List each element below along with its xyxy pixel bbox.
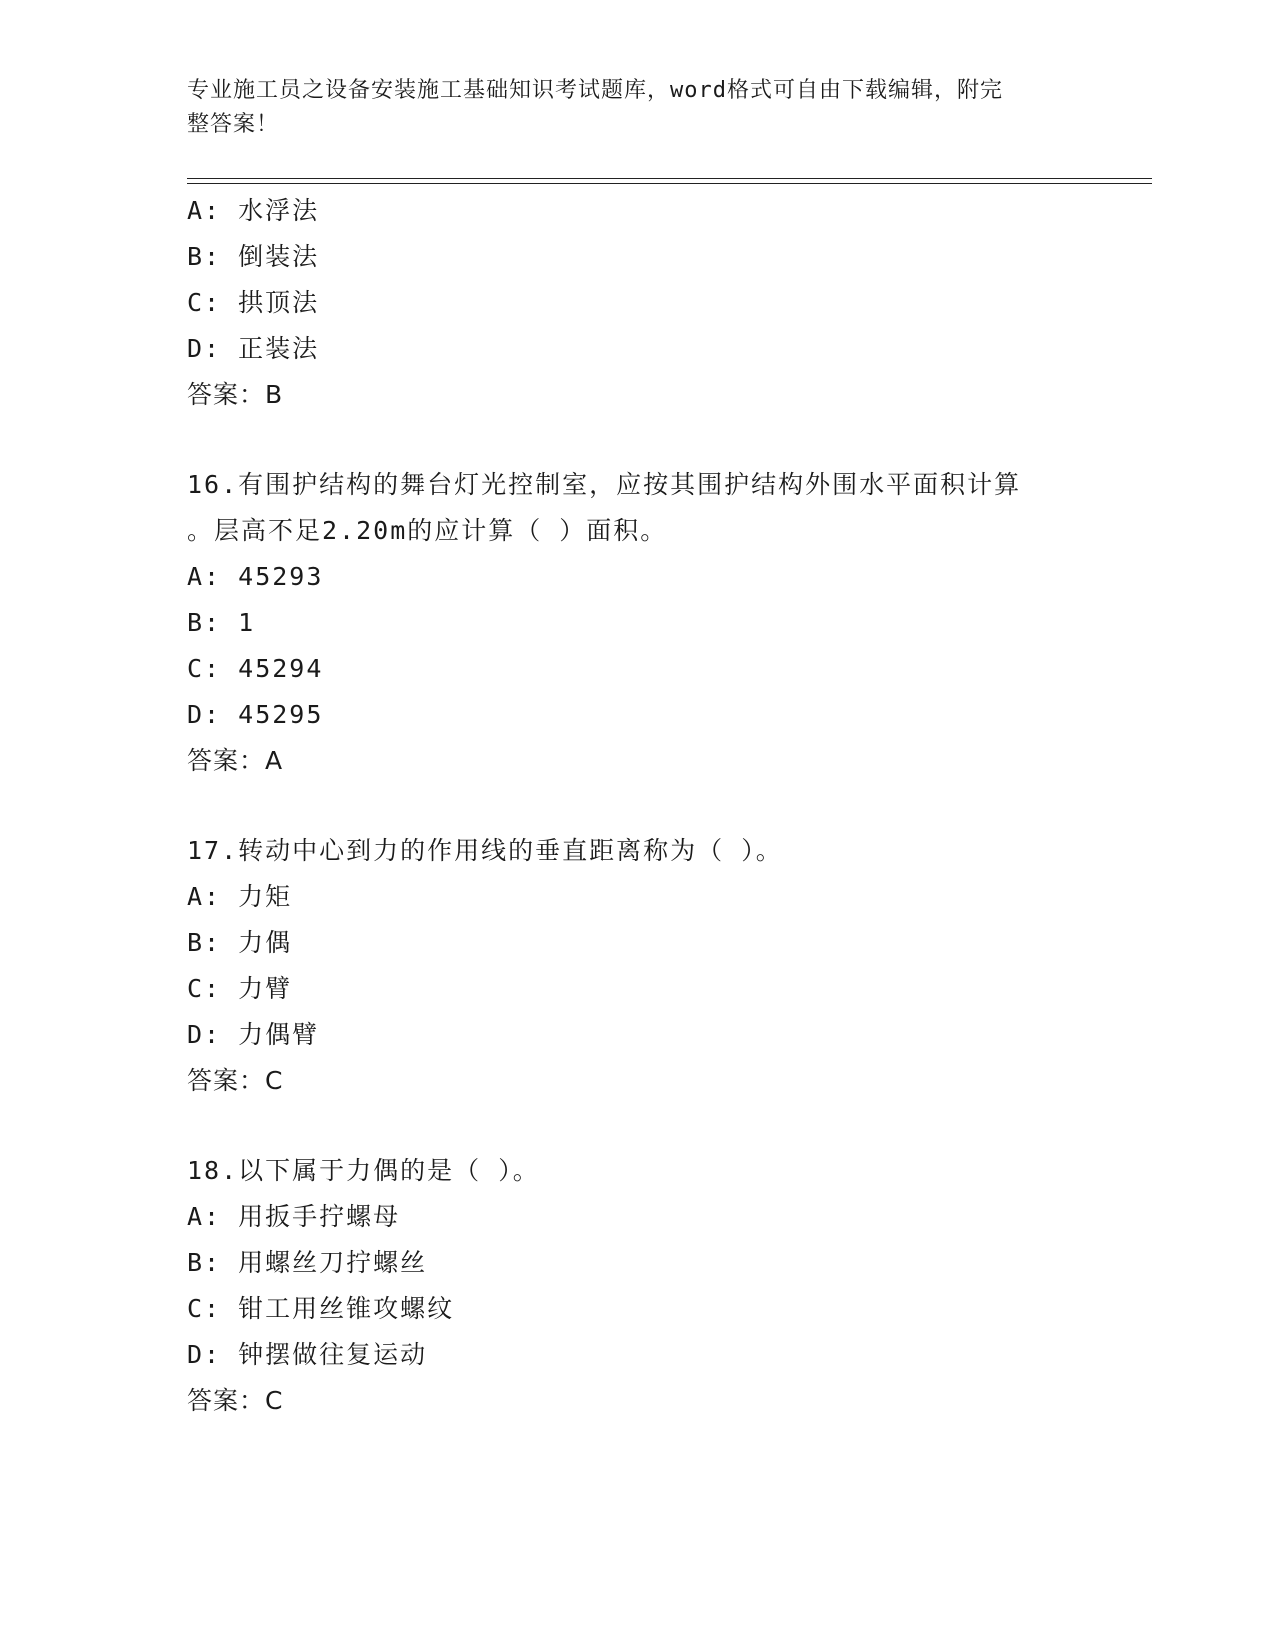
spacer bbox=[187, 1104, 1127, 1148]
answer: 答案：B bbox=[187, 380, 284, 409]
document-header bbox=[187, 74, 1087, 142]
spacer bbox=[187, 418, 1127, 462]
question-18 bbox=[187, 1148, 1127, 1424]
question-list bbox=[187, 188, 1127, 1424]
header-rule-bottom bbox=[187, 183, 1152, 184]
option-d: D: 钟摆做往复运动 bbox=[187, 1340, 428, 1369]
option-b: B: 1 bbox=[187, 608, 256, 637]
option-c: C: 力臂 bbox=[187, 974, 293, 1003]
option-a: A: 水浮法 bbox=[187, 196, 320, 225]
answer: 答案：A bbox=[187, 746, 284, 775]
option-a: A: 45293 bbox=[187, 562, 324, 591]
spacer bbox=[187, 784, 1127, 828]
question-15 bbox=[187, 188, 1127, 418]
answer: 答案：C bbox=[187, 1386, 284, 1415]
option-b: B: 倒装法 bbox=[187, 242, 320, 271]
question-17 bbox=[187, 828, 1127, 1104]
question-stem: 18.以下属于力偶的是（ ）。 bbox=[187, 1156, 540, 1185]
header-rule-top bbox=[187, 178, 1152, 179]
option-c: C: 45294 bbox=[187, 654, 324, 683]
header-line-2: 整答案！ bbox=[187, 112, 280, 137]
option-c: C: 拱顶法 bbox=[187, 288, 320, 317]
option-d: D: 45295 bbox=[187, 700, 324, 729]
option-b: B: 力偶 bbox=[187, 928, 293, 957]
question-16 bbox=[187, 462, 1127, 784]
option-a: A: 用扳手拧螺母 bbox=[187, 1202, 401, 1231]
question-stem: 16.有围护结构的舞台灯光控制室，应按其围护结构外围水平面积计算 bbox=[187, 470, 1022, 499]
answer: 答案：C bbox=[187, 1066, 284, 1095]
option-d: D: 正装法 bbox=[187, 334, 320, 363]
header-line-1: 专业施工员之设备安装施工基础知识考试题库，word格式可自由下载编辑，附完 bbox=[187, 78, 1003, 103]
option-a: A: 力矩 bbox=[187, 882, 293, 911]
option-c: C: 钳工用丝锥攻螺纹 bbox=[187, 1294, 455, 1323]
option-b: B: 用螺丝刀拧螺丝 bbox=[187, 1248, 428, 1277]
question-stem-continued: 。层高不足2.20m的应计算（ ）面积。 bbox=[187, 516, 668, 545]
question-stem: 17.转动中心到力的作用线的垂直距离称为（ ）。 bbox=[187, 836, 783, 865]
option-d: D: 力偶臂 bbox=[187, 1020, 320, 1049]
